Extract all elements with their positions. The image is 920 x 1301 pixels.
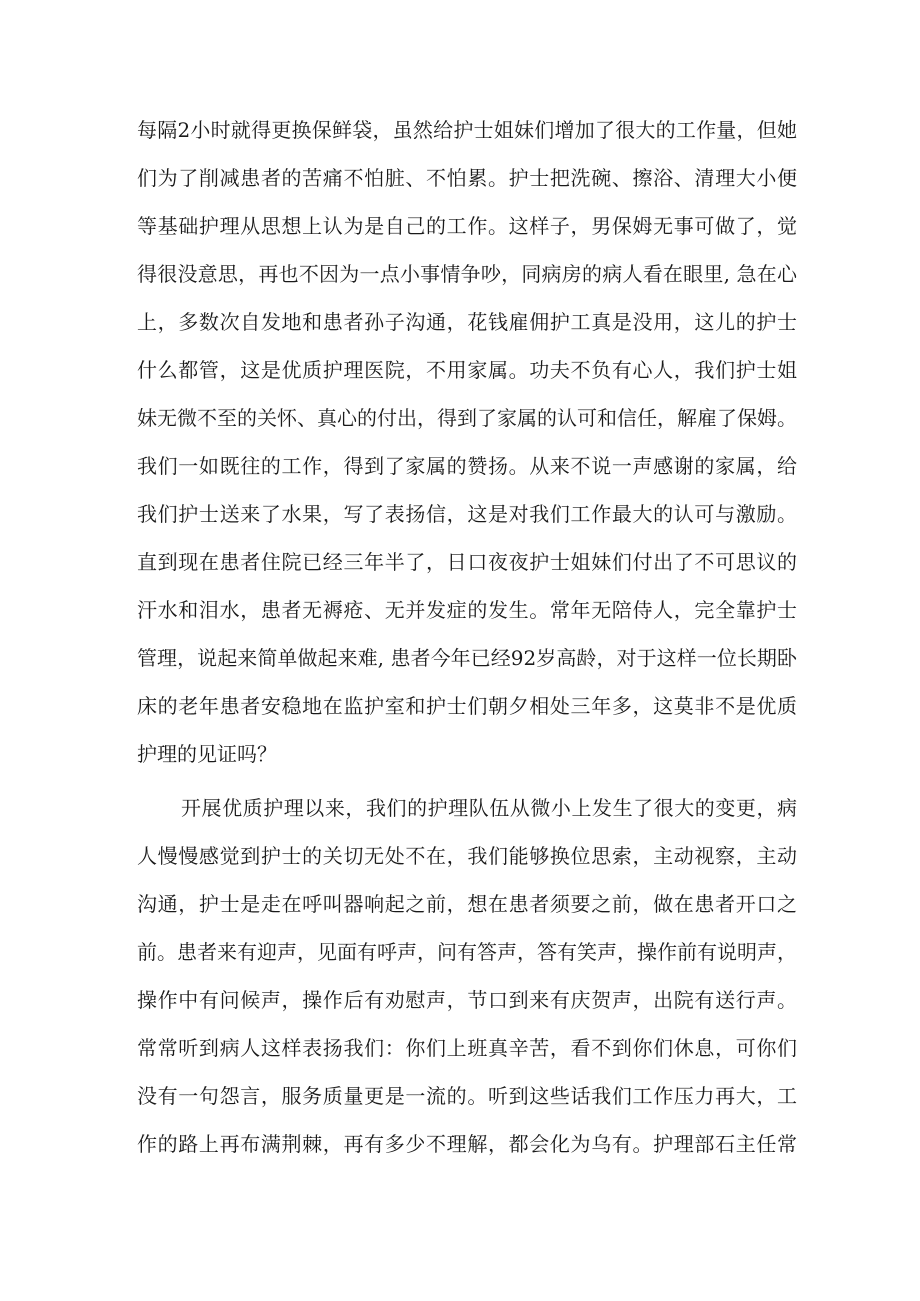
text-line: 作的路上再布满荆棘，再有多少不理解，都会化为乌有。护理部石主任常	[137, 1132, 797, 1156]
text-line: 妹无微不至的关怀、真心的付出，得到了家属的认可和信任，解雇了保姆。	[137, 406, 797, 430]
text-line: 没有一句怨言，服务质量更是一流的。听到这些话我们工作压力再大，工	[137, 1084, 797, 1108]
text-line: 我们一如既往的工作，得到了家属的赞扬。从来不说一声感谢的家属，给	[137, 454, 797, 478]
text-line: 护理的见证吗？	[137, 742, 277, 766]
text-line: 上，多数次自发地和患者孙子沟通，花钱雇佣护工真是没用，这儿的护士	[137, 310, 797, 334]
text-line: 汗水和泪水，患者无褥疮、无并发症的发生。常年无陪侍人，完全靠护士	[137, 598, 797, 622]
text-line: 人慢慢感觉到护士的关切无处不在，我们能够换位思索，主动视察，主动	[137, 844, 797, 868]
text-line: 沟通，护士是走在呼叫器响起之前，想在患者须要之前，做在患者开口之	[137, 892, 797, 916]
text-line: 们为了削减患者的苦痛不怕脏、不怕累。护士把洗碗、擦浴、清理大小便	[137, 166, 797, 190]
text-line: 操作中有问候声，操作后有劝慰声，节口到来有庆贺声，出院有送行声。	[137, 988, 797, 1012]
text-line: 每隔2小时就得更换保鲜袋，虽然给护士姐妹们增加了很大的工作量，但她	[137, 118, 797, 142]
text-line: 什么都管，这是优质护理医院，不用家属。功夫不负有心人，我们护士姐	[137, 358, 797, 382]
text-line: 管理，说起来简单做起来难, 患者今年已经92岁高龄，对于这样一位长期卧	[137, 646, 797, 670]
text-line: 常常听到病人这样表扬我们：你们上班真辛苦，看不到你们休息，可你们	[137, 1036, 797, 1060]
text-line: 我们护士送来了水果，写了表扬信，这是对我们工作最大的认可与激励。	[137, 502, 797, 526]
text-line: 得很没意思，再也不因为一点小事情争吵，同病房的病人看在眼里, 急在心	[137, 262, 797, 286]
text-line: 床的老年患者安稳地在监护室和护士们朝夕相处三年多，这莫非不是优质	[137, 694, 797, 718]
text-line: 直到现在患者住院已经三年半了，日口夜夜护士姐妹们付出了不可思议的	[137, 550, 797, 574]
paragraph-first-line: 开展优质护理以来，我们的护理队伍从微小上发生了很大的变更，病	[181, 796, 797, 820]
text-line: 等基础护理从思想上认为是自己的工作。这样子，男保姆无事可做了，觉	[137, 214, 797, 238]
text-line: 前。患者来有迎声，见面有呼声，问有答声，答有笑声，操作前有说明声，	[137, 940, 797, 964]
